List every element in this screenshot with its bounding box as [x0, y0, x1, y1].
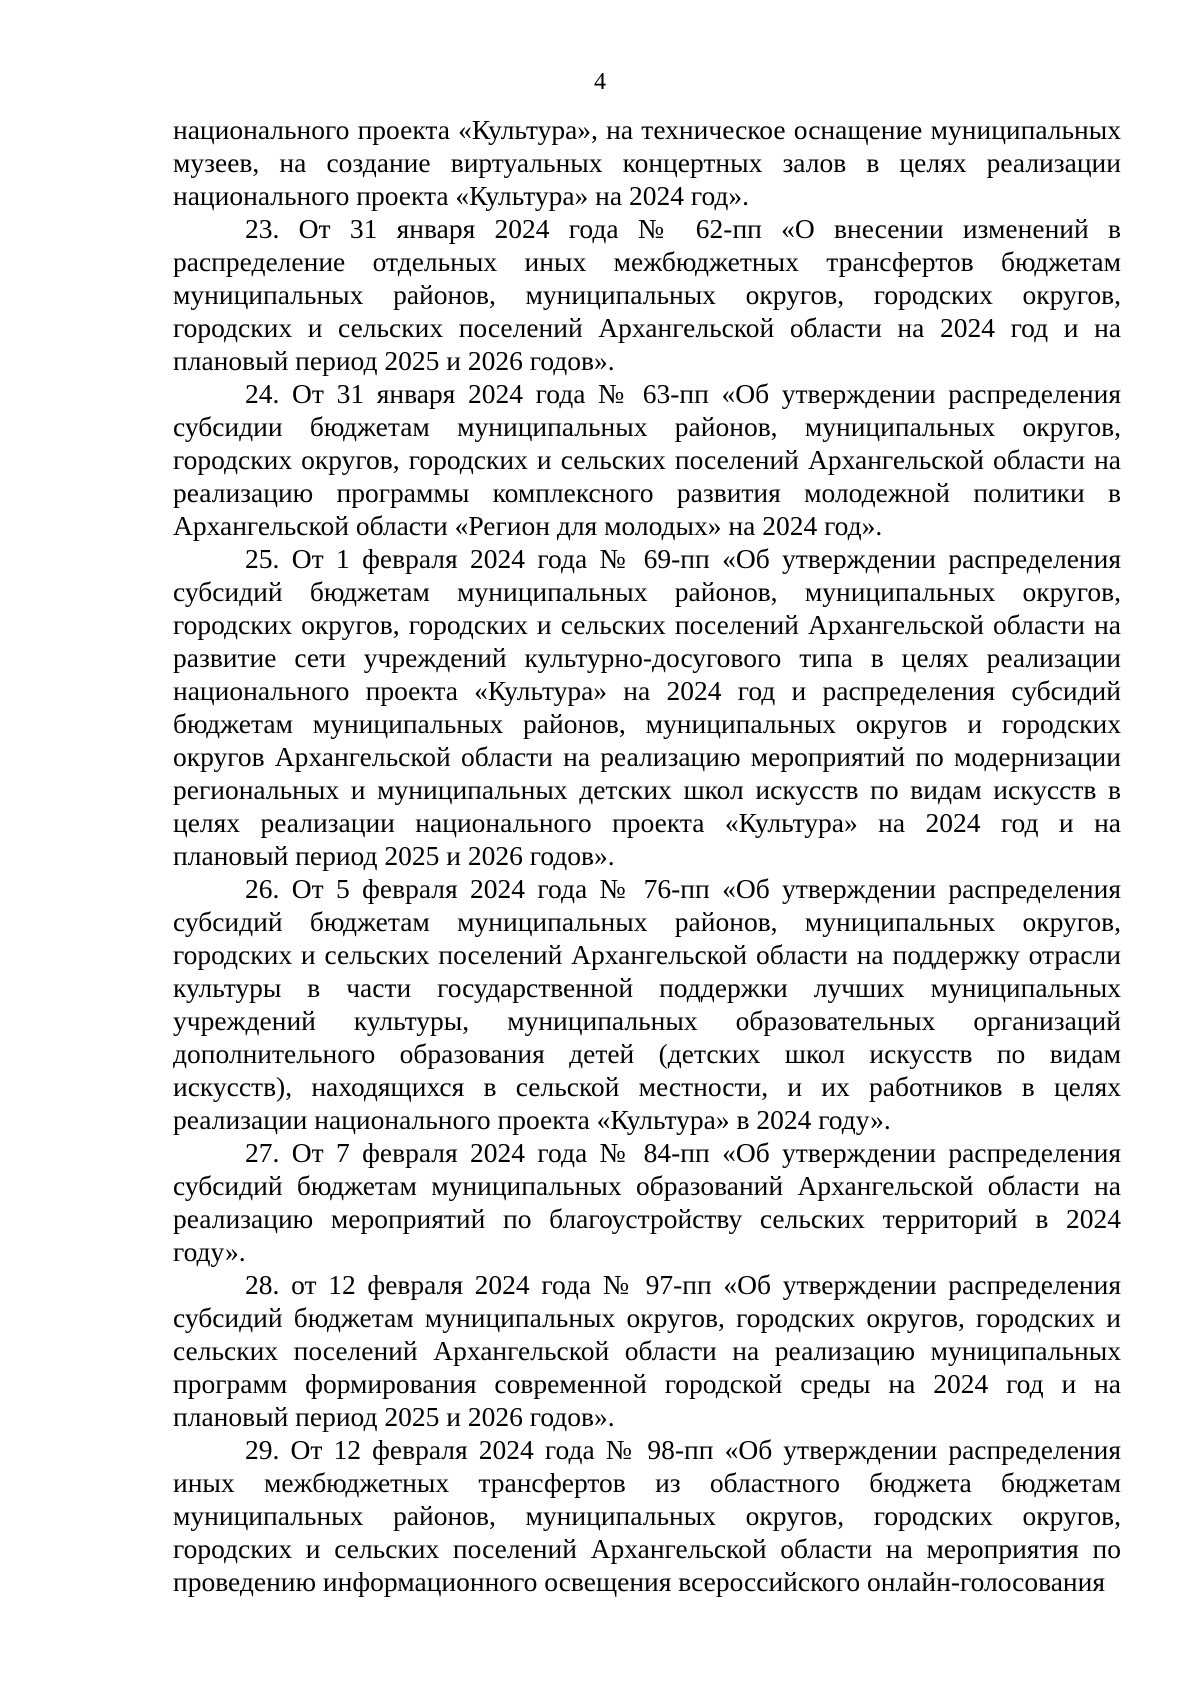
page-number: 4	[594, 69, 606, 95]
document-body	[173, 113, 1121, 1598]
paragraph-continuation: национального проекта «Культура», на техническое оснащение муниципальных музеев, на создание виртуальных концертных залов в целях реализации национального проекта «Культура» на 2024 год».	[173, 114, 1121, 211]
paragraph-item-28: 28. от 12 февраля 2024 года № 97-пп «Об утверждении распределения субсидий бюджетам муниципальных округов, городских округов, городских и сельских поселений Архангельской области на реализацию муниципальных программ формирования современной городской среды на 2024 год и на плановый период 2025 и 2026 годов».	[173, 1269, 1121, 1432]
paragraph-item-25: 25. От 1 февраля 2024 года № 69-пп «Об утверждении распределения субсидий бюджетам муниципальных районов, муниципальных округов, городских округов, городских и сельских поселений Архангельской области на развитие сети учреждений культурно-досугового типа в целях реализации национального проекта «Культура» на 2024 год и распределения субсидий бюджетам муниципальных районов, муниципальных округов и городских округов Архангельской области на реализацию мероприятий по модернизации региональных и муниципальных детских школ искусств по видам искусств в целях реализации национального проекта «Культура» на 2024 год и на плановый период 2025 и 2026 годов».	[173, 543, 1121, 871]
paragraph-item-29: 29. От 12 февраля 2024 года № 98-пп «Об утверждении распределения иных межбюджетных трансфертов из областного бюджета бюджетам муниципальных районов, муниципальных округов, городских округов, городских и сельских поселений Архангельской области на мероприятия по проведению информационного освещения всероссийского онлайн-голосования	[173, 1434, 1121, 1597]
paragraph-item-27: 27. От 7 февраля 2024 года № 84-пп «Об утверждении распределения субсидий бюджетам муниципальных образований Архангельской области на реализацию мероприятий по благоустройству сельских территорий в 2024 году».	[173, 1137, 1121, 1267]
paragraph-item-23: 23. От 31 января 2024 года № 62-пп «О внесении изменений в распределение отдельных иных межбюджетных трансфертов бюджетам муниципальных районов, муниципальных округов, городских округов, городских и сельских поселений Архангельской области на 2024 год и на плановый период 2025 и 2026 годов».	[173, 213, 1121, 376]
paragraph-item-26: 26. От 5 февраля 2024 года № 76-пп «Об утверждении распределения субсидий бюджетам муниципальных районов, муниципальных округов, городских и сельских поселений Архангельской области на поддержку отрасли культуры в части государственной поддержки лучших муниципальных учреждений культуры, муниципальных образовательных организаций дополнительного образования детей (детских школ искусств по видам искусств), находящихся в сельской местности, и их работников в целях реализации национального проекта «Культура» в 2024 году».	[173, 873, 1121, 1135]
paragraph-item-24: 24. От 31 января 2024 года № 63-пп «Об утверждении распределения субсидии бюджетам муниципальных районов, муниципальных округов, городских округов, городских и сельских поселений Архангельской области на реализацию программы комплексного развития молодежной политики в Архангельской области «Регион для молодых» на 2024 год».	[173, 378, 1121, 541]
